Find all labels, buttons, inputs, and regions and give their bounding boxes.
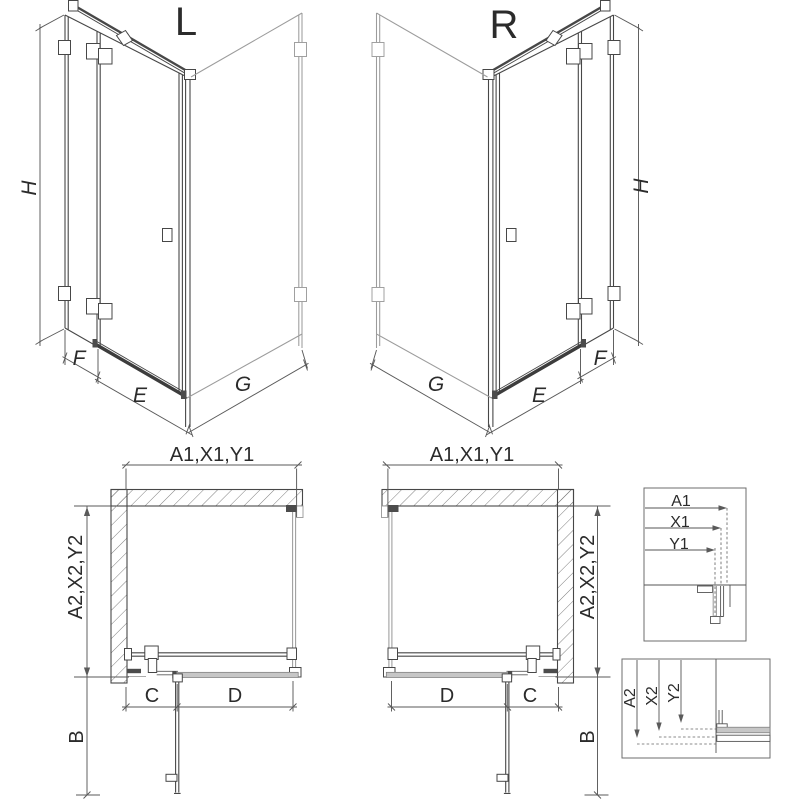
- right-3d-view: [370, 1, 653, 438]
- left-plan-fixed-dim-label: C: [144, 685, 160, 707]
- right-view-label: R: [489, 3, 519, 47]
- left-3d-view: [18, 0, 309, 437]
- detail-width-label-y1: Y1: [669, 536, 689, 553]
- right-plan-view: [382, 444, 611, 799]
- right-3d-geometry: [370, 1, 643, 438]
- detail-depth-label-y2: Y2: [666, 683, 683, 703]
- depth-detail-inset: [622, 659, 770, 758]
- right-plan-door-handle: [497, 774, 508, 781]
- left-plan-door-dim-label: D: [227, 685, 243, 707]
- left-plan-walls: [111, 490, 303, 684]
- left-plan-geometry: [74, 462, 302, 799]
- detail-depth-label-x2: X2: [644, 686, 661, 706]
- left-plan-depth-dim-label: A2,X2,Y2: [65, 534, 87, 620]
- left-plan-view: [65, 444, 303, 799]
- left-plan-door-handle: [166, 774, 177, 781]
- width-detail-inset: [644, 488, 746, 641]
- right-plan-door-dim-label: D: [439, 685, 455, 707]
- left-fixed-dim-label: F: [72, 347, 86, 370]
- detail-width-label-a1: A1: [671, 493, 691, 510]
- right-plan-width-dim-label: A1,X1,Y1: [429, 444, 515, 466]
- right-side-dim-label: G: [427, 373, 445, 396]
- detail-width-label-x1: X1: [670, 514, 690, 531]
- right-door-dim-label: E: [531, 384, 547, 407]
- right-height-dim-label: H: [630, 178, 653, 194]
- right-plan-geometry: [383, 462, 611, 799]
- right-plan-walls: [382, 490, 574, 684]
- right-plan-depth-dim-label: A2,X2,Y2: [577, 534, 599, 620]
- left-view-label: L: [174, 0, 198, 44]
- left-height-dim-label: H: [18, 180, 41, 196]
- right-plan-swing-dim-label: B: [577, 730, 599, 744]
- left-3d-geometry: [36, 1, 309, 438]
- left-plan-width-dim-label: A1,X1,Y1: [169, 444, 255, 466]
- right-plan-fixed-dim-label: C: [522, 685, 538, 707]
- left-door-dim-label: E: [132, 384, 148, 407]
- left-plan-swing-dim-label: B: [66, 730, 88, 744]
- detail-depth-label-a2: A2: [622, 688, 639, 708]
- left-side-dim-label: G: [234, 373, 252, 396]
- right-fixed-dim-label: F: [593, 347, 607, 370]
